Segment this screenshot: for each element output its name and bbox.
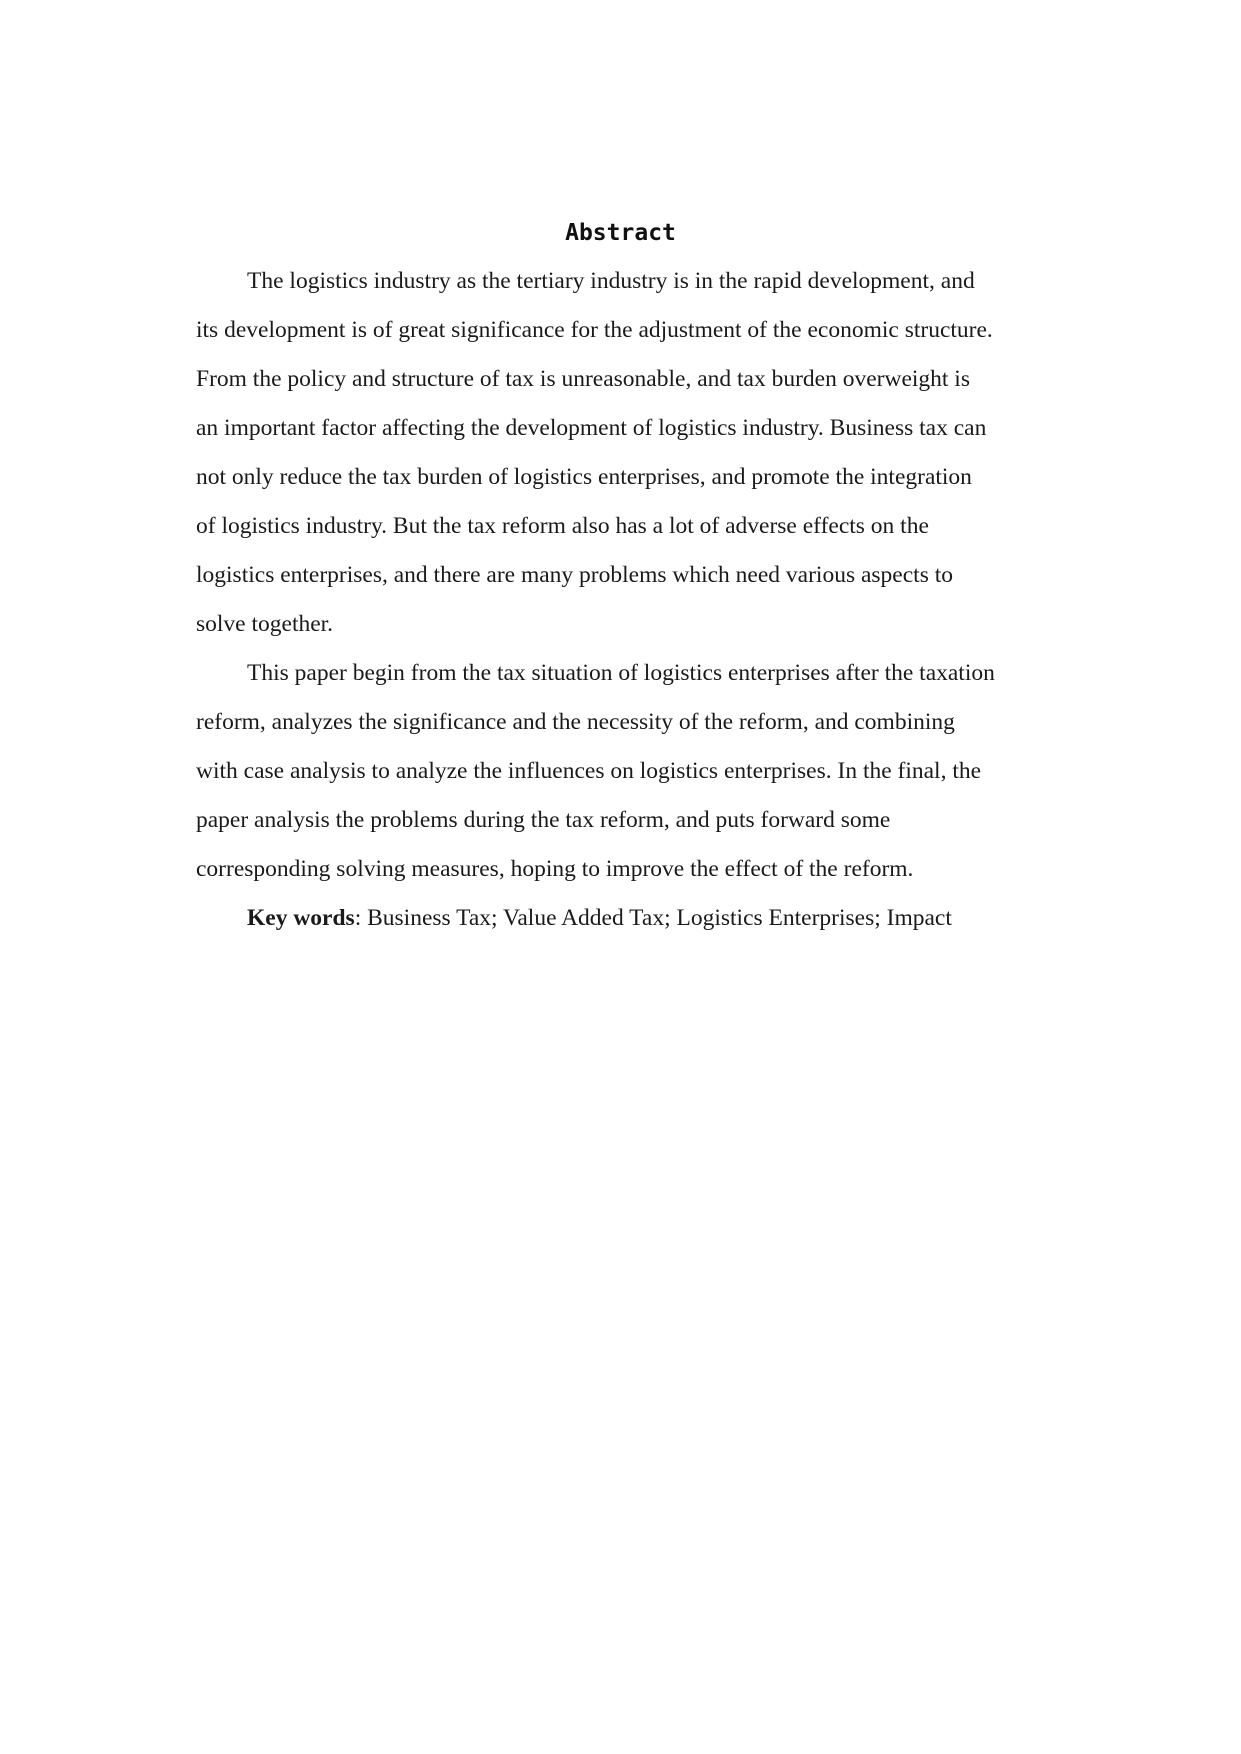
abstract-p1-line-5: not only reduce the tax burden of logistics enterprises, and promote the integration — [196, 464, 972, 490]
keywords-line — [247, 903, 952, 933]
abstract-p2-line-5: corresponding solving measures, hoping to improve the effect of the reform. — [196, 856, 914, 882]
abstract-p1-line-1: The logistics industry as the tertiary industry is in the rapid development, and — [247, 268, 975, 294]
abstract-p1-line-4: an important factor affecting the development of logistics industry. Business tax can — [196, 415, 987, 441]
abstract-p2-line-2: reform, analyzes the significance and the necessity of the reform, and combining — [196, 709, 955, 735]
abstract-p1-line-3: From the policy and structure of tax is unreasonable, and tax burden overweight is — [196, 366, 970, 392]
abstract-p2-line-1: This paper begin from the tax situation of logistics enterprises after the taxation — [247, 660, 995, 686]
abstract-p1-line-2: its development is of great significance for the adjustment of the economic structure. — [196, 317, 993, 343]
abstract-p1-line-6: of logistics industry. But the tax reform also has a lot of adverse effects on the — [196, 513, 929, 539]
abstract-p2-line-4: paper analysis the problems during the tax reform, and puts forward some — [196, 807, 891, 833]
abstract-p2-line-3: with case analysis to analyze the influences on logistics enterprises. In the final, the — [196, 758, 982, 784]
keywords-label: Key words — [247, 905, 355, 931]
abstract-p1-line-7: logistics enterprises, and there are many problems which need various aspects to — [196, 562, 953, 588]
abstract-heading: Abstract — [565, 220, 676, 246]
abstract-p1-line-8: solve together. — [196, 611, 334, 637]
keywords-text: : Business Tax; Value Added Tax; Logistics Enterprises; Impact — [354, 905, 952, 931]
